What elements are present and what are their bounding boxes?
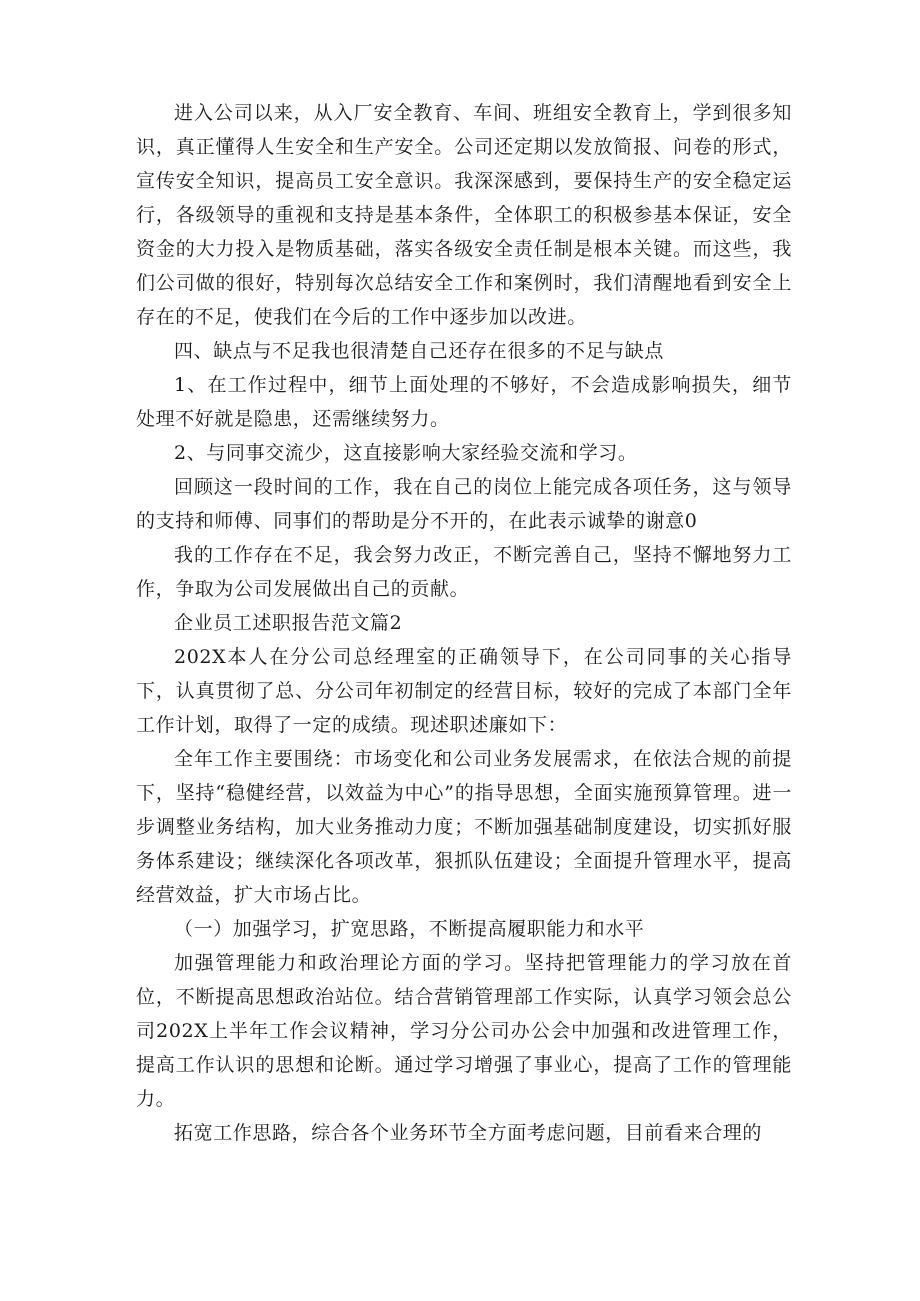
paragraph-safety-education: 进入公司以来，从入厂安全教育、车间、班组安全教育上，学到很多知识，真正懂得人生安全和生产安全。公司还定期以发放简报、问卷的形式，宣传安全知识，提高员工安全意识。我深深感到，要保持生产的安全稳定运行，各级领导的重视和支持是基本条件，全体职工的积极参基本保证，安全资金的大力投入是物质基础，落实各级安全责任制是根本关键。而这些，我们公司做的很好，特别每次总结安全工作和案例时，我们清醒地看到安全上存在的不足，使我们在今后的工作中逐步加以改进。 (136, 102, 792, 328)
list-item-shortcoming-1: 1、在工作过程中，细节上面处理的不够好，不会造成影响损失，细节处理不好就是隐患，还需继续努力。 (136, 374, 792, 430)
paragraph-review: 回顾这一段时间的工作，我在自己的岗位上能完成各项任务，这与领导的支持和师傅、同事们的帮助是分不开的，在此表示诚挚的谢意0 (136, 476, 792, 532)
list-item-shortcoming-2: 2、与同事交流少，这直接影响大家经验交流和学习。 (174, 442, 638, 464)
paragraph-intro-202x: 202X本人在分公司总经理室的正确领导下，在公司同事的关心指导下，认真贯彻了总、分公司年初制定的经营目标，较好的完成了本部门全年工作计划，取得了一定的成绩。现述职述廉如下： (136, 646, 792, 736)
paragraph-commitment: 我的工作存在不足，我会努力改正，不断完善自己，坚持不懈地努力工作，争取为公司发展做出自己的贡献。 (136, 544, 792, 600)
paragraph-annual-work: 全年工作主要围绕：市场变化和公司业务发展需求，在依法合规的前提下，坚持“稳健经营，以效益为中心”的指导思想，全面实施预算管理。进一步调整业务结构，加大业务推动力度；不断加强基础制度建设，切实抓好服务体系建设；继续深化各项改革，狠抓队伍建设；全面提升管理水平，提高经营效益，扩大市场占比。 (136, 748, 792, 906)
section-heading-learning: （一）加强学习，扩宽思路，不断提高履职能力和水平 (174, 918, 645, 940)
paragraph-management-learning: 加强管理能力和政治理论方面的学习。坚持把管理能力的学习放在首位，不断提高思想政治站位。结合营销管理部工作实际，认真学习领会总公司202X上半年工作会议精神，学习分公司办公会中加强和改进管理工作，提高工作认识的思想和论断。通过学习增强了事业心，提高了工作的管理能力。 (136, 952, 792, 1110)
section-heading-shortcomings: 四、缺点与不足我也很清楚自己还存在很多的不足与缺点 (174, 340, 665, 362)
paragraph-broaden-thinking: 拓宽工作思路，综合各个业务环节全方面考虑问题，目前看来合理的 (174, 1122, 763, 1144)
document-page (136, 96, 792, 1150)
article-title-part-2: 企业员工述职报告范文篇2 (174, 612, 403, 634)
